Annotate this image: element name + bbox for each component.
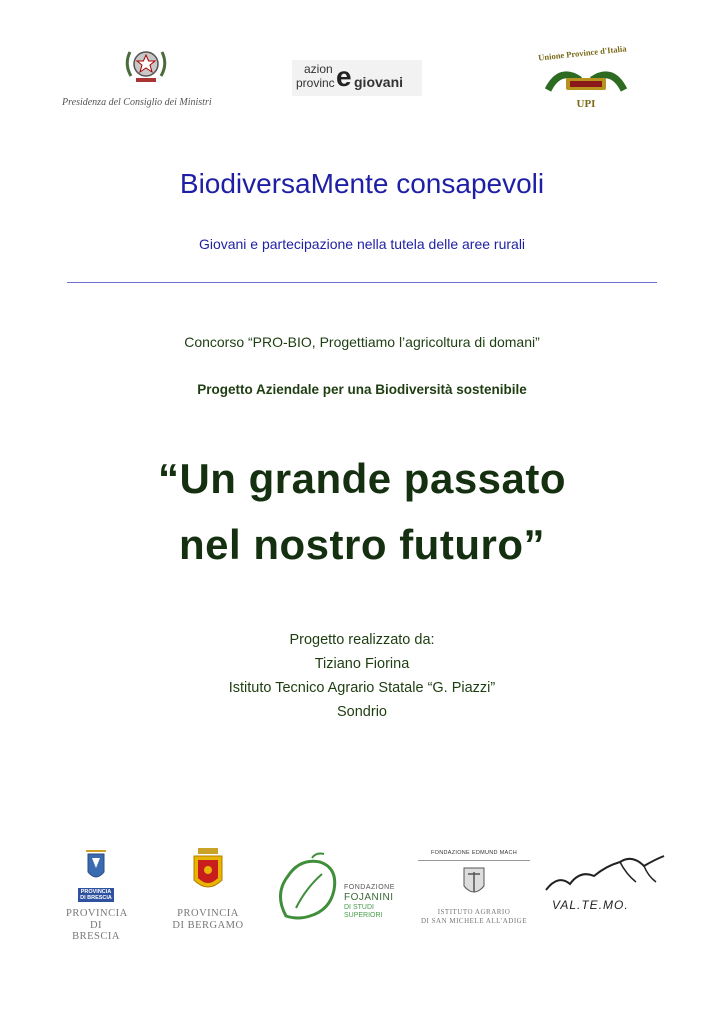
brescia-crest-icon: [66, 844, 126, 888]
bergamo-crest-icon: [172, 846, 244, 902]
mountains-icon: [544, 846, 668, 902]
provincia-bergamo-logo: [172, 846, 244, 936]
credits-city: Sondrio: [337, 704, 387, 720]
mach-top-rule: [418, 860, 530, 861]
document-title: BiodiversaMente consapevoli: [179, 168, 545, 199]
horizontal-divider: [67, 282, 657, 283]
presidenza-logo: [62, 40, 230, 110]
valtemo-logo: [544, 846, 668, 918]
motto-line-1: “Un grande passato: [157, 455, 567, 502]
upi-label: UPI: [576, 98, 596, 110]
mach-top: FONDAZIONE EDMUND MACH: [430, 850, 518, 856]
azione-logo-giovani: giovani: [354, 74, 404, 90]
azione-provincegiovani-logo: [292, 60, 422, 100]
fondazione-fojanini-logo: [272, 850, 398, 930]
bergamo-line-1: PROVINCIA: [177, 908, 239, 919]
azione-logo-provinc: provinc: [296, 76, 335, 90]
presidenza-caption: Presidenza del Consiglio dei Ministri: [62, 97, 212, 108]
mach-crest-icon: [412, 864, 536, 904]
fojanini-line-3: DI STUDI: [344, 904, 374, 911]
brescia-badge: PROVINCIA DI BRESCIA: [78, 888, 114, 902]
project-type: Progetto Aziendale per una Biodiversità sostenibile: [197, 382, 527, 397]
mach-line-2: DI SAN MICHELE ALL'ADIGE: [420, 917, 527, 925]
leaf-icon: [272, 850, 342, 924]
motto-line-2: nel nostro futuro”: [179, 521, 545, 568]
azione-logo-azion: azion: [304, 62, 333, 76]
fojanini-line-2: FOJANINI: [344, 892, 394, 903]
brescia-line-2: DI BRESCIA: [72, 920, 120, 942]
credits-label: Progetto realizzato da:: [289, 632, 435, 648]
upi-logo: [530, 44, 642, 116]
fojanini-line-4: SUPERIORI: [344, 912, 383, 919]
provincia-brescia-logo: [66, 844, 128, 942]
brescia-line-1: PROVINCIA: [66, 908, 128, 919]
document-subtitle: Giovani e partecipazione nella tutela delle aree rurali: [198, 236, 526, 252]
credits-author: Tiziano Fiorina: [314, 656, 410, 672]
upi-arc-text: Unione Province d'Italia: [537, 43, 627, 63]
italian-emblem-icon: [62, 40, 230, 88]
bergamo-line-2: DI BERGAMO: [172, 920, 244, 931]
fondazione-mach-logo: [412, 850, 536, 930]
mach-line-1: ISTITUTO AGRARIO: [437, 908, 511, 916]
credits-institute: Istituto Tecnico Agrario Statale “G. Piazzi”: [228, 680, 496, 696]
valtemo-label: VAL.TE.MO.: [552, 898, 629, 912]
contest-title: Concorso “PRO-BIO, Progettiamo l’agricoltura di domani”: [184, 334, 540, 350]
azione-logo-e: e: [336, 61, 352, 92]
fojanini-line-1: FONDAZIONE: [344, 884, 395, 891]
